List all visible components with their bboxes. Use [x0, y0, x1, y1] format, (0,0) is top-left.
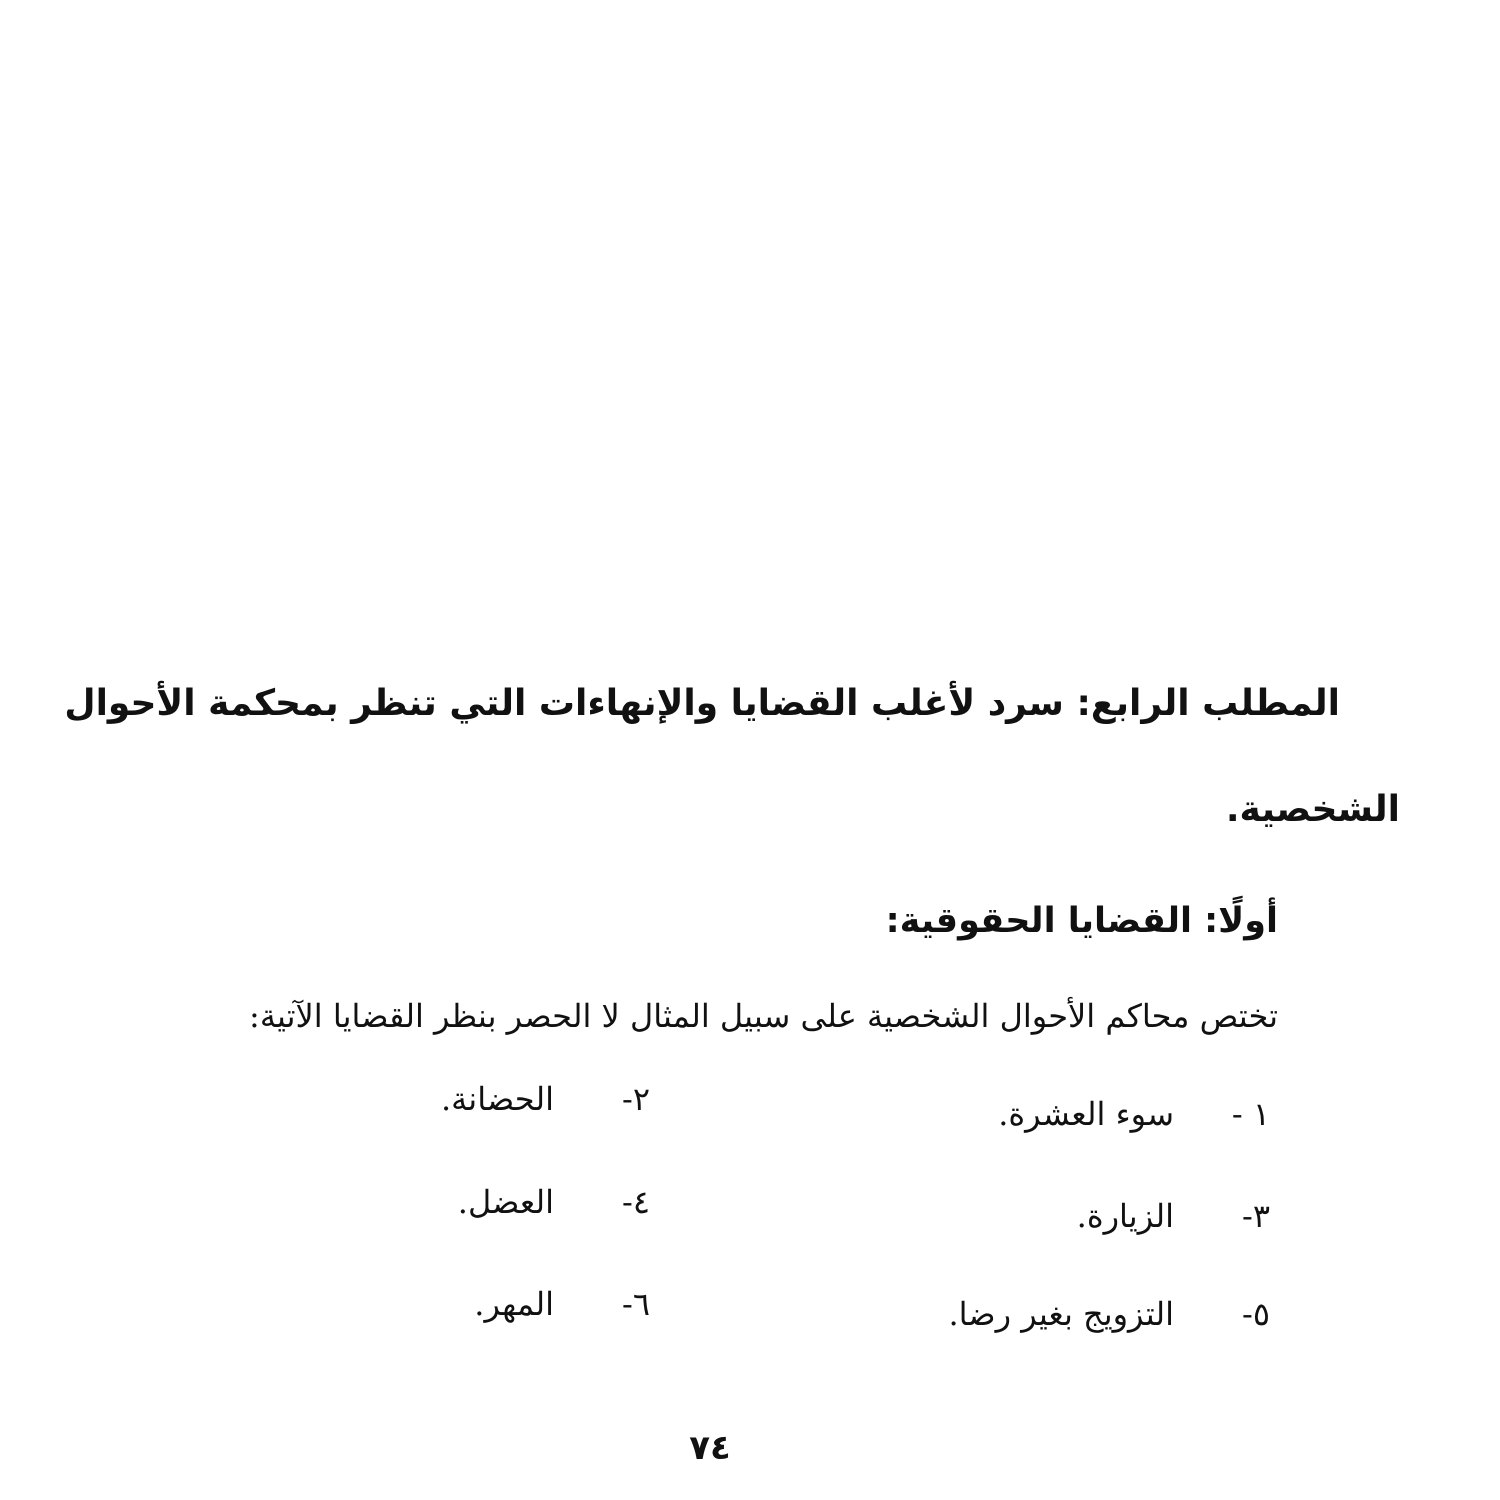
- list-item-number: ١ -: [1231, 1095, 1270, 1133]
- list-item-number: ٢-: [622, 1080, 650, 1118]
- subsection-heading: أولًا: القضايا الحقوقية:: [885, 901, 1278, 941]
- intro-paragraph: تختص محاكم الأحوال الشخصية على سبيل المثال لا الحصر بنظر القضايا الآتية:: [249, 997, 1278, 1035]
- list-item: [230, 1080, 650, 1123]
- list-item: [850, 1095, 1270, 1138]
- list-item-text: الزيارة.: [1076, 1197, 1174, 1235]
- list-item-number: ٣-: [1242, 1197, 1270, 1235]
- list-item: [230, 1183, 650, 1226]
- list-item-text: الحضانة.: [440, 1080, 554, 1118]
- section-heading-line-1: المطلب الرابع: سرد لأغلب القضايا والإنهاءات التي تنظر بمحكمة الأحوال: [64, 683, 1340, 724]
- list-item-text: سوء العشرة.: [998, 1095, 1174, 1133]
- list-item-text: التزويج بغير رضا.: [948, 1295, 1174, 1333]
- page-number: ٧٤: [689, 1428, 731, 1468]
- list-item: [850, 1197, 1270, 1240]
- list-item-number: ٥-: [1242, 1295, 1270, 1333]
- list-item-number: ٤-: [622, 1183, 650, 1221]
- list-item: [230, 1285, 650, 1328]
- list-item-text: المهر.: [474, 1285, 554, 1323]
- list-item-number: ٦-: [622, 1285, 650, 1323]
- list-item-text: العضل.: [457, 1183, 554, 1221]
- list-item: [850, 1295, 1270, 1338]
- section-heading-line-2: الشخصية.: [1225, 789, 1400, 830]
